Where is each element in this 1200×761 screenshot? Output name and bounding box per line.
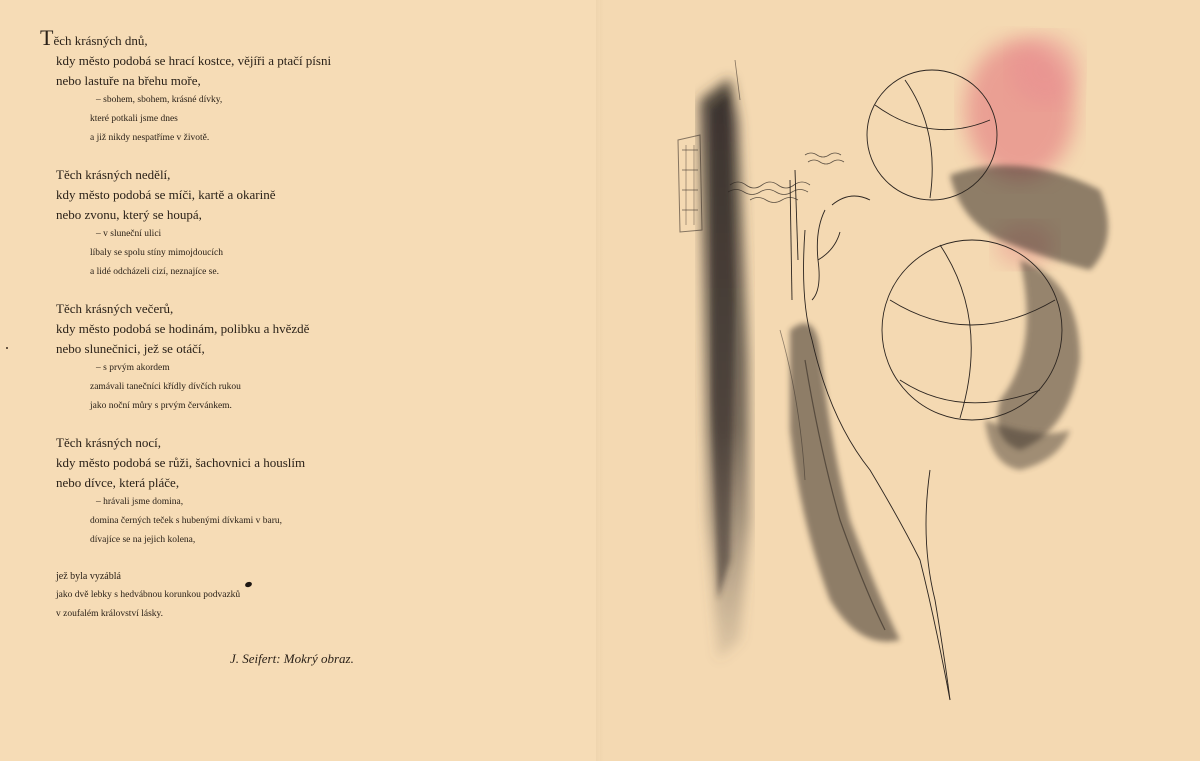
stanza-line: nebo slunečnici, jež se otáčí, [56,341,205,356]
stanza-line: nebo zvonu, který se houpá, [56,207,202,222]
stanza-line: nebo lastuře na břehu moře, [56,73,201,88]
stanza-line: Těch krásných nedělí, [56,167,171,182]
stanza-small-line: – s prvým akordem [96,363,170,373]
stanza-small-line: – sbohem, sbohem, krásné dívky, [96,95,223,105]
drop-cap-letter: T [40,25,54,50]
stanza-1 [40,25,570,148]
stanza-line: Těch krásných nocí, [56,435,162,450]
stanza-line: kdy město podobá se hrací kostce, vějíři a ptačí písni [56,53,332,68]
stanza-small-line: – v sluneční ulici [96,229,162,239]
stanza-small-line: líbaly se spolu stíny mimojdoucích [90,248,223,258]
stanza-line [40,25,570,51]
stanza-line: nebo dívce, která pláče, [56,475,180,490]
stanza-line: kdy město podobá se hodinám, polibku a hvězdě [56,321,310,336]
first-line-rest: ěch krásných dnů, [53,33,148,48]
stanza-small-line: které potkali jsme dnes [90,114,178,124]
coda-line: jako dvě lebky s hedvábnou korunkou podvazků [56,590,241,600]
attribution: J. Seifert: Mokrý obraz. [230,651,354,666]
coda [40,567,570,624]
coda-line: v zoufalém království lásky. [56,609,164,619]
stanza-4 [40,433,570,550]
paper-speck [6,347,8,349]
stanza-small-line: a již nikdy nespatříme v životě. [90,133,210,143]
stanza-small-line: zamávali tanečníci křídly dívčích rukou [90,382,241,392]
etching-illustration [600,0,1200,761]
coda-line: jež byla vyzáblá [56,571,121,582]
stanza-2 [40,165,570,282]
stanza-line: Těch krásných večerů, [56,301,174,316]
stanza-line: kdy město podobá se růži, šachovnici a houslím [56,455,306,470]
stanza-small-line: jako noční můry s prvým červánkem. [90,401,232,411]
stanza-small-line: a lidé odcházeli cizí, neznajíce se. [90,267,219,277]
stanza-small-line: dívajíce se na jejich kolena, [90,535,196,545]
smoke-clouds [728,153,844,203]
stanza-3 [40,299,570,416]
stanza-small-line: – hrávali jsme domina, [96,497,184,507]
scribble-textures [780,165,1108,641]
stanza-small-line: domina černých teček s hubenými dívkami v baru, [90,516,283,526]
tower-wash [678,60,750,660]
stanza-line: kdy město podobá se míči, kartě a okarině [56,187,276,202]
poem [40,25,570,624]
